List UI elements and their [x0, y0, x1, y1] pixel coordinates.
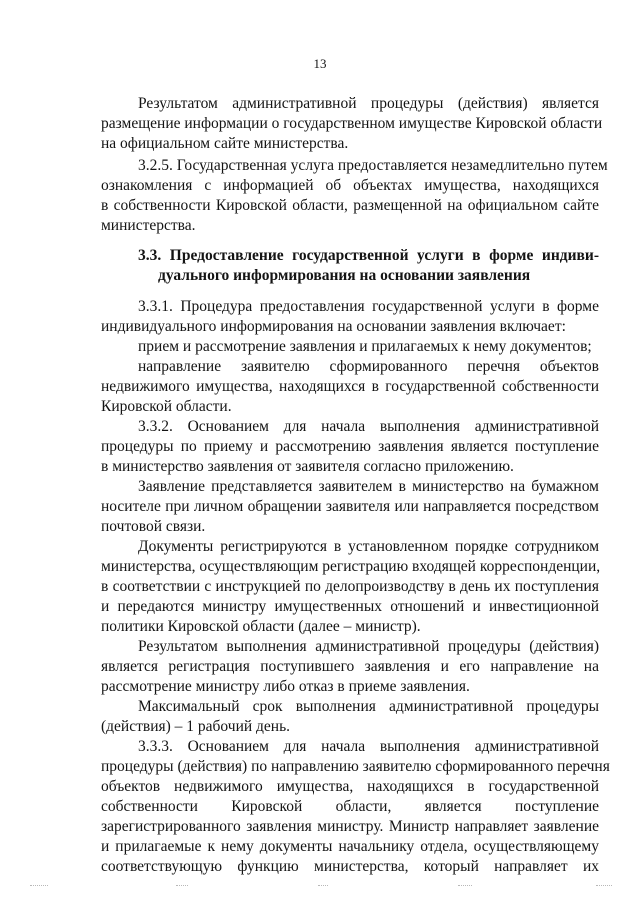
text-line: в соответствии с инструкцией по делопроизводству в день их поступления	[101, 578, 599, 595]
section-heading-3-3	[101, 246, 599, 286]
text-line: Заявление представляется заявителем в министерство на бумажном	[138, 478, 599, 495]
text-line: министерства.	[101, 217, 196, 234]
text-line: на официальном сайте министерства.	[101, 135, 349, 152]
text-line: Результатом административной процедуры (действия) является	[138, 95, 599, 112]
scan-artifact	[318, 885, 328, 887]
text-line: направление заявителю сформированного перечня объектов	[138, 358, 599, 375]
scan-artifact	[30, 885, 48, 887]
text-line: соответствующую функцию министерства, который направляет их	[101, 858, 599, 875]
text-line: министерства, осуществляющим регистрацию входящей корреспонденции,	[101, 558, 601, 575]
text-line: объектов недвижимого имущества, находящихся в государственной	[101, 778, 599, 795]
text-line: ознакомления с информацией об объектах имущества, находящихся	[101, 177, 599, 194]
text-line: Максимальный срок выполнения административной процедуры	[138, 698, 599, 715]
scan-artifact	[176, 885, 188, 887]
scan-artifact	[596, 885, 612, 887]
text-line: размещение информации о государственном имуществе Кировской области	[101, 115, 603, 132]
text-line: Результатом выполнения административной процедуры (действия)	[138, 638, 599, 655]
text-line: собственности Кировской области, является поступление	[101, 798, 599, 815]
page-number: 13	[313, 56, 327, 71]
text-line: процедуры по приему и рассмотрению заявления является поступление	[101, 438, 599, 455]
text-line: 3.3.2. Основанием для начала выполнения административной	[138, 418, 599, 435]
text-line: почтовой связи.	[101, 518, 206, 535]
text-line: и передаются министру имущественных отношений и инвестиционной	[101, 598, 599, 615]
text-line: индивидуального информирования на основании заявления включает:	[101, 318, 566, 335]
text-line: (действия) – 1 рабочий день.	[101, 718, 291, 735]
text-line: рассмотрение министру либо отказ в приеме заявления.	[101, 678, 470, 695]
text-line: недвижимого имущества, находящихся в государственной собственности	[101, 378, 599, 395]
text-line: прием и рассмотрение заявления и прилагаемых к нему документов;	[138, 338, 592, 355]
text-line: зарегистрированного заявления министру. Министр направляет заявление	[101, 818, 599, 835]
text-line: процедуры (действия) по направлению заявителю сформированного перечня	[101, 758, 610, 775]
text-line: в собственности Кировской области, размещенной на официальном сайте	[101, 197, 599, 214]
text-line: Документы регистрируются в установленном порядке сотрудником	[138, 538, 599, 555]
scan-artifact	[458, 885, 472, 887]
text-line: 3.3.1. Процедура предоставления государственной услуги в форме	[138, 298, 599, 315]
text-line: является регистрация поступившего заявления и его направление на	[101, 658, 599, 675]
heading-line: дуального информирования на основании заявления	[158, 267, 531, 284]
text-line: в министерство заявления от заявителя согласно приложению.	[101, 458, 514, 475]
text-line: 3.3.3. Основанием для начала выполнения административной	[138, 738, 599, 755]
text-line: политики Кировской области (далее – министр).	[101, 618, 421, 635]
text-line: Кировской области.	[101, 398, 232, 415]
paragraph-result-publication	[101, 94, 603, 154]
paragraph-3-2-5	[101, 156, 608, 236]
text-line: и прилагаемые к нему документы начальнику отдела, осуществляющему	[101, 838, 599, 855]
heading-line: 3.3. Предоставление государственной услуги в форме индиви-	[138, 247, 599, 264]
text-line: носителе при личном обращении заявителя или направляется посредством	[101, 498, 599, 515]
section-3-3-body	[101, 297, 610, 877]
text-line: 3.2.5. Государственная услуга предоставляется незамедлительно путем	[138, 157, 608, 174]
